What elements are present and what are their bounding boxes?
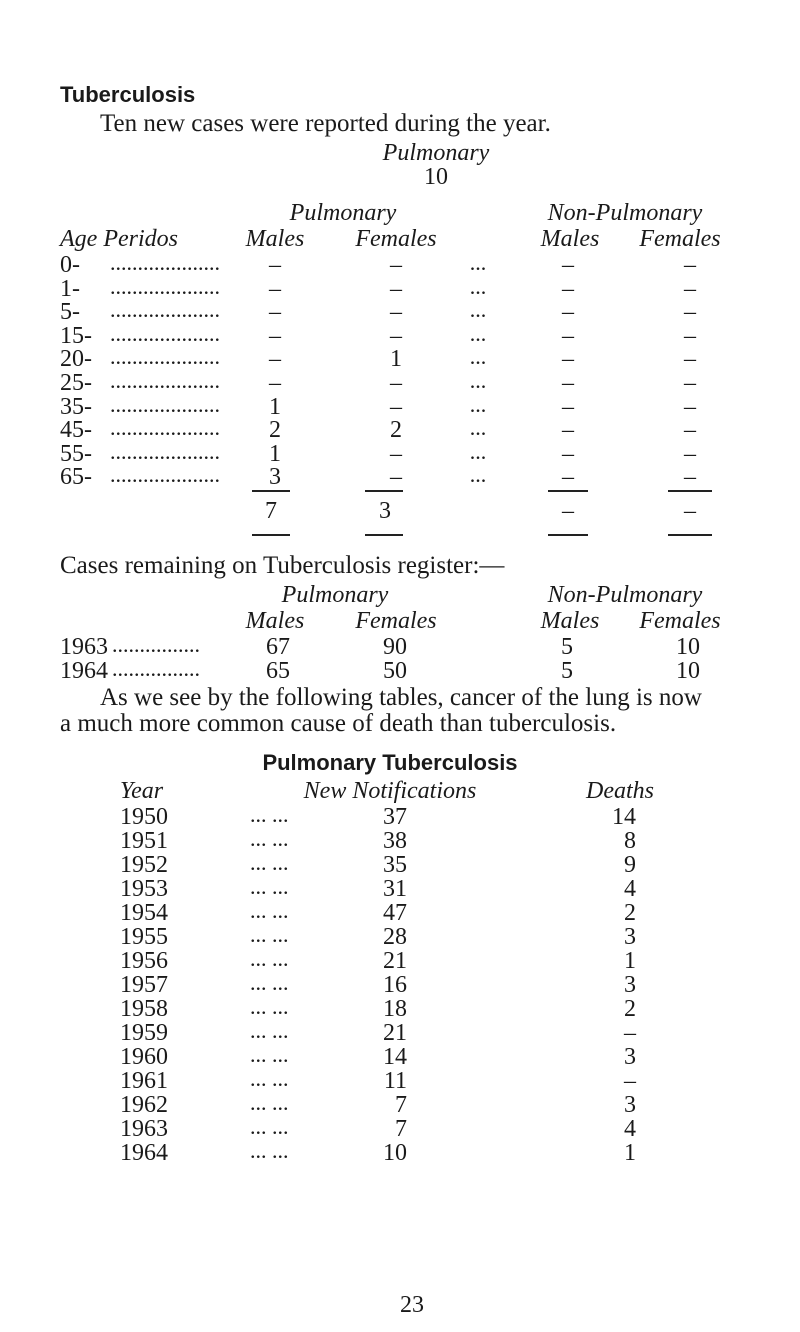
pulmonary-females-cell: – [390, 299, 402, 325]
non-pulmonary-females-cell: – [684, 464, 696, 490]
non-pulmonary-females-cell: – [684, 252, 696, 278]
non-pulmonary-males-cell: – [562, 323, 574, 349]
pulmonary-males-cell: – [269, 276, 281, 302]
column-separator: ... [469, 297, 487, 322]
column-separator: ... [469, 274, 487, 299]
dot-leader: .................... [110, 297, 220, 322]
deaths-cell: 2 [624, 996, 636, 1022]
total-rule [252, 490, 290, 492]
pulmonary-females-cell: – [390, 441, 402, 467]
pulmonary-females-cell: – [390, 323, 402, 349]
history-year: 1962 [120, 1092, 168, 1118]
notifications-cell: 16 [383, 972, 407, 998]
dot-leader: .................... [110, 321, 220, 346]
summary-value: 10 [424, 164, 448, 190]
total-rule [548, 490, 588, 492]
page-number: 23 [400, 1292, 424, 1318]
non-pulmonary-females-cell: – [684, 441, 696, 467]
register-nm-males-header: Males [540, 608, 600, 634]
year-column-header: Year [120, 778, 164, 804]
dot-leader: ... ... [250, 994, 289, 1019]
age-period-label: 0- [60, 252, 80, 278]
history-year: 1955 [120, 924, 168, 950]
pulmonary-males-cell: – [269, 252, 281, 278]
non-pulmonary-females-cell: – [684, 276, 696, 302]
total-rule [252, 534, 290, 536]
pulmonary-females-cell: – [390, 394, 402, 420]
column-separator: ... [469, 368, 487, 393]
register-pulmonary-females: 90 [383, 634, 407, 660]
dot-leader: .................... [110, 462, 220, 487]
notifications-cell: 7 [395, 1116, 407, 1142]
age-period-label: 25- [60, 370, 92, 396]
pulmonary-males-cell: 1 [269, 441, 281, 467]
non-pulmonary-males-cell: – [562, 441, 574, 467]
age-period-label: 65- [60, 464, 92, 490]
history-year: 1951 [120, 828, 168, 854]
dot-leader: ... ... [250, 850, 289, 875]
deaths-cell: 3 [624, 924, 636, 950]
notifications-cell: 28 [383, 924, 407, 950]
dot-leader: ... ... [250, 898, 289, 923]
dot-leader: .................... [110, 250, 220, 275]
non-pulmonary-females-cell: – [684, 299, 696, 325]
age-period-label: 15- [60, 323, 92, 349]
non-pulmonary-males-cell: – [562, 346, 574, 372]
deaths-cell: 4 [624, 1116, 636, 1142]
dot-leader: .................... [110, 344, 220, 369]
pulmonary-females-cell: – [390, 464, 402, 490]
deaths-cell: 1 [624, 948, 636, 974]
pulmonary-males-cell: – [269, 299, 281, 325]
register-year: 1963 [60, 634, 108, 660]
pulmonary-males-cell: – [269, 370, 281, 396]
register-non-pulmonary-females: 10 [676, 634, 700, 660]
deaths-cell: 14 [612, 804, 636, 830]
total-rule [548, 534, 588, 536]
paragraph-line-1: As we see by the following tables, cancer of the lung is now [100, 684, 702, 711]
column-separator: ... [469, 415, 487, 440]
total-rule [668, 490, 712, 492]
deaths-cell: 3 [624, 972, 636, 998]
pulmonary-females-cell: 2 [390, 417, 402, 443]
dot-leader: ... ... [250, 1018, 289, 1043]
age-period-label: 35- [60, 394, 92, 420]
register-nm-females-header: Females [639, 608, 721, 634]
pulmonary-females-cell: – [390, 252, 402, 278]
age-column-header: Age Peridos [60, 226, 178, 252]
age-period-label: 45- [60, 417, 92, 443]
register-non-pulmonary-header: Non-Pulmonary [547, 582, 703, 608]
column-separator: ... [469, 250, 487, 275]
pulmonary-males-cell: – [269, 323, 281, 349]
dot-leader: ... ... [250, 826, 289, 851]
dot-leader: .................... [110, 368, 220, 393]
deaths-column-header: Deaths [586, 778, 654, 804]
page-heading: Tuberculosis [60, 82, 196, 107]
non-pulmonary-males-cell: – [562, 464, 574, 490]
notifications-cell: 7 [395, 1092, 407, 1118]
history-year: 1963 [120, 1116, 168, 1142]
register-non-pulmonary-females: 10 [676, 658, 700, 684]
register-pulmonary-header: Pulmonary [281, 582, 389, 608]
dot-leader: ... ... [250, 922, 289, 947]
non-pulmonary-males-cell: – [562, 394, 574, 420]
history-year: 1952 [120, 852, 168, 878]
dot-leader: ................ [112, 632, 200, 657]
history-year: 1953 [120, 876, 168, 902]
age-period-label: 20- [60, 346, 92, 372]
deaths-cell: 3 [624, 1044, 636, 1070]
notifications-cell: 37 [383, 804, 407, 830]
deaths-cell: 1 [624, 1140, 636, 1166]
history-year: 1960 [120, 1044, 168, 1070]
paragraph-line-2: a much more common cause of death than tuberculosis. [60, 710, 617, 737]
deaths-cell: 4 [624, 876, 636, 902]
register-males-header: Males [245, 608, 305, 634]
column-separator: ... [469, 439, 487, 464]
history-year: 1961 [120, 1068, 168, 1094]
notifications-cell: 10 [383, 1140, 407, 1166]
dot-leader: ... ... [250, 946, 289, 971]
total-rule [365, 490, 403, 492]
notifications-cell: 21 [383, 948, 407, 974]
non-pulmonary-females-cell: – [684, 394, 696, 420]
age-period-label: 5- [60, 299, 80, 325]
pulmonary-females-cell: 1 [390, 346, 402, 372]
dot-leader: ... ... [250, 1066, 289, 1091]
non-pulmonary-females-cell: – [684, 370, 696, 396]
non-pulmonary-males-cell: – [562, 299, 574, 325]
notifications-cell: 21 [383, 1020, 407, 1046]
nm-males-column-header: Males [540, 226, 600, 252]
dot-leader: ... ... [250, 1114, 289, 1139]
notifications-cell: 38 [383, 828, 407, 854]
age-period-label: 1- [60, 276, 80, 302]
group-non-pulmonary-header: Non-Pulmonary [547, 200, 703, 226]
column-separator: ... [469, 321, 487, 346]
dot-leader: .................... [110, 415, 220, 440]
register-pulmonary-females: 50 [383, 658, 407, 684]
history-year: 1959 [120, 1020, 168, 1046]
dot-leader: .................... [110, 392, 220, 417]
register-pulmonary-males: 65 [266, 658, 290, 684]
total-rule [668, 534, 712, 536]
dot-leader: ... ... [250, 1138, 289, 1163]
non-pulmonary-males-cell: – [562, 276, 574, 302]
deaths-cell: 2 [624, 900, 636, 926]
pulmonary-males-cell: 1 [269, 394, 281, 420]
total-rule [365, 534, 403, 536]
history-year: 1957 [120, 972, 168, 998]
deaths-cell: 9 [624, 852, 636, 878]
notifications-cell: 11 [383, 1068, 407, 1094]
dot-leader: .................... [110, 274, 220, 299]
register-pulmonary-males: 67 [266, 634, 290, 660]
register-year: 1964 [60, 658, 108, 684]
pulmonary-males-cell: – [269, 346, 281, 372]
register-non-pulmonary-males: 5 [561, 634, 573, 660]
notifications-column-header: New Notifications [303, 778, 477, 804]
non-pulmonary-females-cell: – [684, 417, 696, 443]
column-separator: ... [469, 344, 487, 369]
non-pulmonary-females-cell: – [684, 323, 696, 349]
deaths-cell: 8 [624, 828, 636, 854]
notifications-cell: 35 [383, 852, 407, 878]
pulmonary-males-cell: 2 [269, 417, 281, 443]
history-year: 1958 [120, 996, 168, 1022]
pulmonary-females-cell: – [390, 370, 402, 396]
register-non-pulmonary-males: 5 [561, 658, 573, 684]
dot-leader: ................ [112, 656, 200, 681]
deaths-cell: – [624, 1020, 636, 1046]
dot-leader: ... ... [250, 1042, 289, 1067]
pulmonary-females-cell: – [390, 276, 402, 302]
history-year: 1964 [120, 1140, 168, 1166]
notifications-cell: 31 [383, 876, 407, 902]
total-pulmonary-males: 7 [265, 498, 277, 524]
notifications-cell: 47 [383, 900, 407, 926]
column-separator: ... [469, 462, 487, 487]
deaths-cell: – [624, 1068, 636, 1094]
dot-leader: ... ... [250, 874, 289, 899]
intro-text: Ten new cases were reported during the year. [100, 110, 551, 137]
nm-females-column-header: Females [639, 226, 721, 252]
females-column-header: Females [355, 226, 437, 252]
age-period-label: 55- [60, 441, 92, 467]
history-title: Pulmonary Tuberculosis [262, 750, 518, 775]
total-non-pulmonary-females: – [684, 498, 696, 524]
non-pulmonary-females-cell: – [684, 346, 696, 372]
group-pulmonary-header: Pulmonary [289, 200, 397, 226]
summary-label: Pulmonary [382, 140, 490, 166]
dot-leader: ... ... [250, 970, 289, 995]
total-pulmonary-females: 3 [379, 498, 391, 524]
history-year: 1954 [120, 900, 168, 926]
total-non-pulmonary-males: – [562, 498, 574, 524]
register-females-header: Females [355, 608, 437, 634]
register-title: Cases remaining on Tuberculosis register:— [60, 552, 505, 579]
history-year: 1956 [120, 948, 168, 974]
non-pulmonary-males-cell: – [562, 252, 574, 278]
non-pulmonary-males-cell: – [562, 417, 574, 443]
notifications-cell: 14 [383, 1044, 407, 1070]
dot-leader: ... ... [250, 802, 289, 827]
deaths-cell: 3 [624, 1092, 636, 1118]
males-column-header: Males [245, 226, 305, 252]
history-year: 1950 [120, 804, 168, 830]
non-pulmonary-males-cell: – [562, 370, 574, 396]
dot-leader: ... ... [250, 1090, 289, 1115]
column-separator: ... [469, 392, 487, 417]
notifications-cell: 18 [383, 996, 407, 1022]
dot-leader: .................... [110, 439, 220, 464]
pulmonary-males-cell: 3 [269, 464, 281, 490]
